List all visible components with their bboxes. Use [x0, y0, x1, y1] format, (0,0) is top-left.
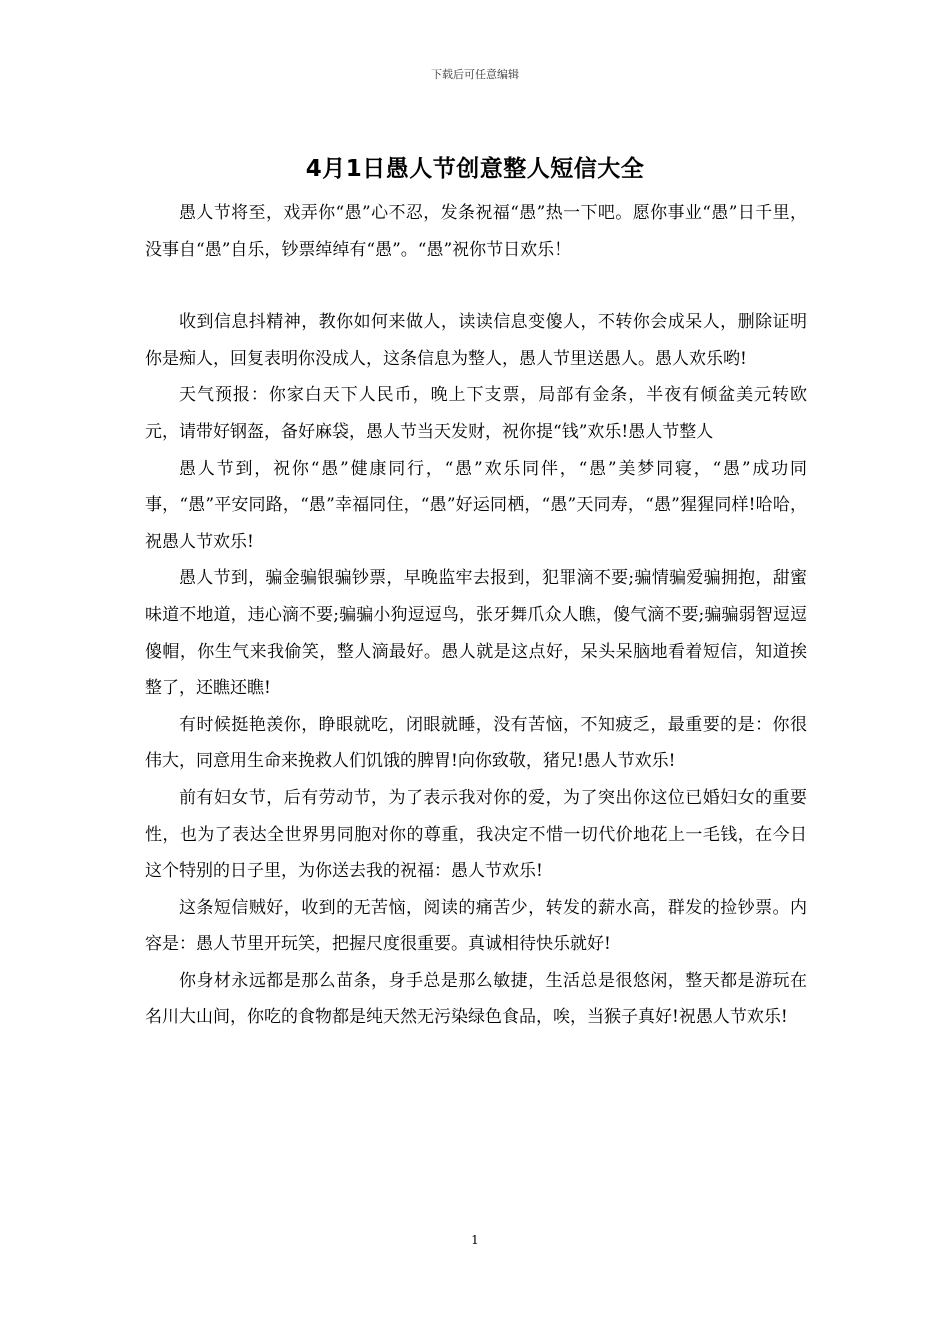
paragraph: 前有妇女节，后有劳动节，为了表示我对你的爱，为了突出你这位已婚妇女的重要性，也为了表达全世界男同胞对你的尊重，我决定不惜一切代价地花上一毛钱，在今日这个特别的日子里，为你送去我的祝福：愚人节欢乐! [145, 787, 807, 882]
paragraph-gap [145, 268, 807, 304]
paragraph: 收到信息抖精神，教你如何来做人，读读信息变傻人，不转你会成呆人，删除证明你是痴人，回复表明你没成人，这条信息为整人，愚人节里送愚人。愚人欢乐哟! [145, 312, 807, 369]
paragraph: 有时候挺艳羡你，睁眼就吃，闭眼就睡，没有苦恼，不知疲乏，最重要的是：你很伟大，同意用生命来挽救人们饥饿的脾胃!向你致敬，猪兄!愚人节欢乐! [145, 714, 807, 772]
paragraph: 天气预报：你家白天下人民币，晚上下支票，局部有金条，半夜有倾盆美元转欧元，请带好钢盔，备好麻袋，愚人节当天发财，祝你提“钱”欢乐!愚人节整人 [145, 385, 807, 442]
document-title: 4月1日愚人节创意整人短信大全 [305, 156, 645, 182]
paragraph: 这条短信贼好，收到的无苦恼，阅读的痛苦少，转发的薪水高，群发的捡钞票。内容是：愚人节里开玩笑，把握尺度很重要。真诚相待快乐就好! [145, 897, 807, 955]
paragraph: 愚人节到，骗金骗银骗钞票，早晚监牢去报到，犯罪滴不要;骗情骗爱骗拥抱，甜蜜味道不地道，违心滴不要;骗骗小狗逗逗鸟，张牙舞爪众人瞧，傻气滴不要;骗骗弱智逗逗傻帽，你生气来我偷笑，整人滴最好。愚人就是这点好，呆头呆脑地看着短信，知道挨整了，还瞧还瞧! [145, 568, 807, 699]
paragraph: 愚人节到，祝你“愚”健康同行，“愚”欢乐同伴，“愚”美梦同寝，“愚”成功同事，“愚”平安同路，“愚”幸福同住，“愚”好运同栖，“愚”天同寿，“愚”猩猩同样!哈哈，祝愚人节欢乐! [145, 458, 807, 552]
paragraph: 愚人节将至，戏弄你“愚”心不忍，发条祝福“愚”热一下吧。愿你事业“愚”日千里，没事自“愚”自乐，钞票绰绰有“愚”。“愚”祝你节日欢乐！ [145, 203, 807, 260]
document-body [145, 195, 807, 1036]
paragraph: 你身材永远都是那么苗条，身手总是那么敏捷，生活总是很悠闲，整天都是游玩在名川大山间，你吃的食物都是纯天然无污染绿色食品，唉，当猴子真好!祝愚人节欢乐! [145, 970, 807, 1028]
header-note: 下载后可任意编辑 [431, 68, 519, 81]
page-number: 1 [471, 1233, 479, 1247]
